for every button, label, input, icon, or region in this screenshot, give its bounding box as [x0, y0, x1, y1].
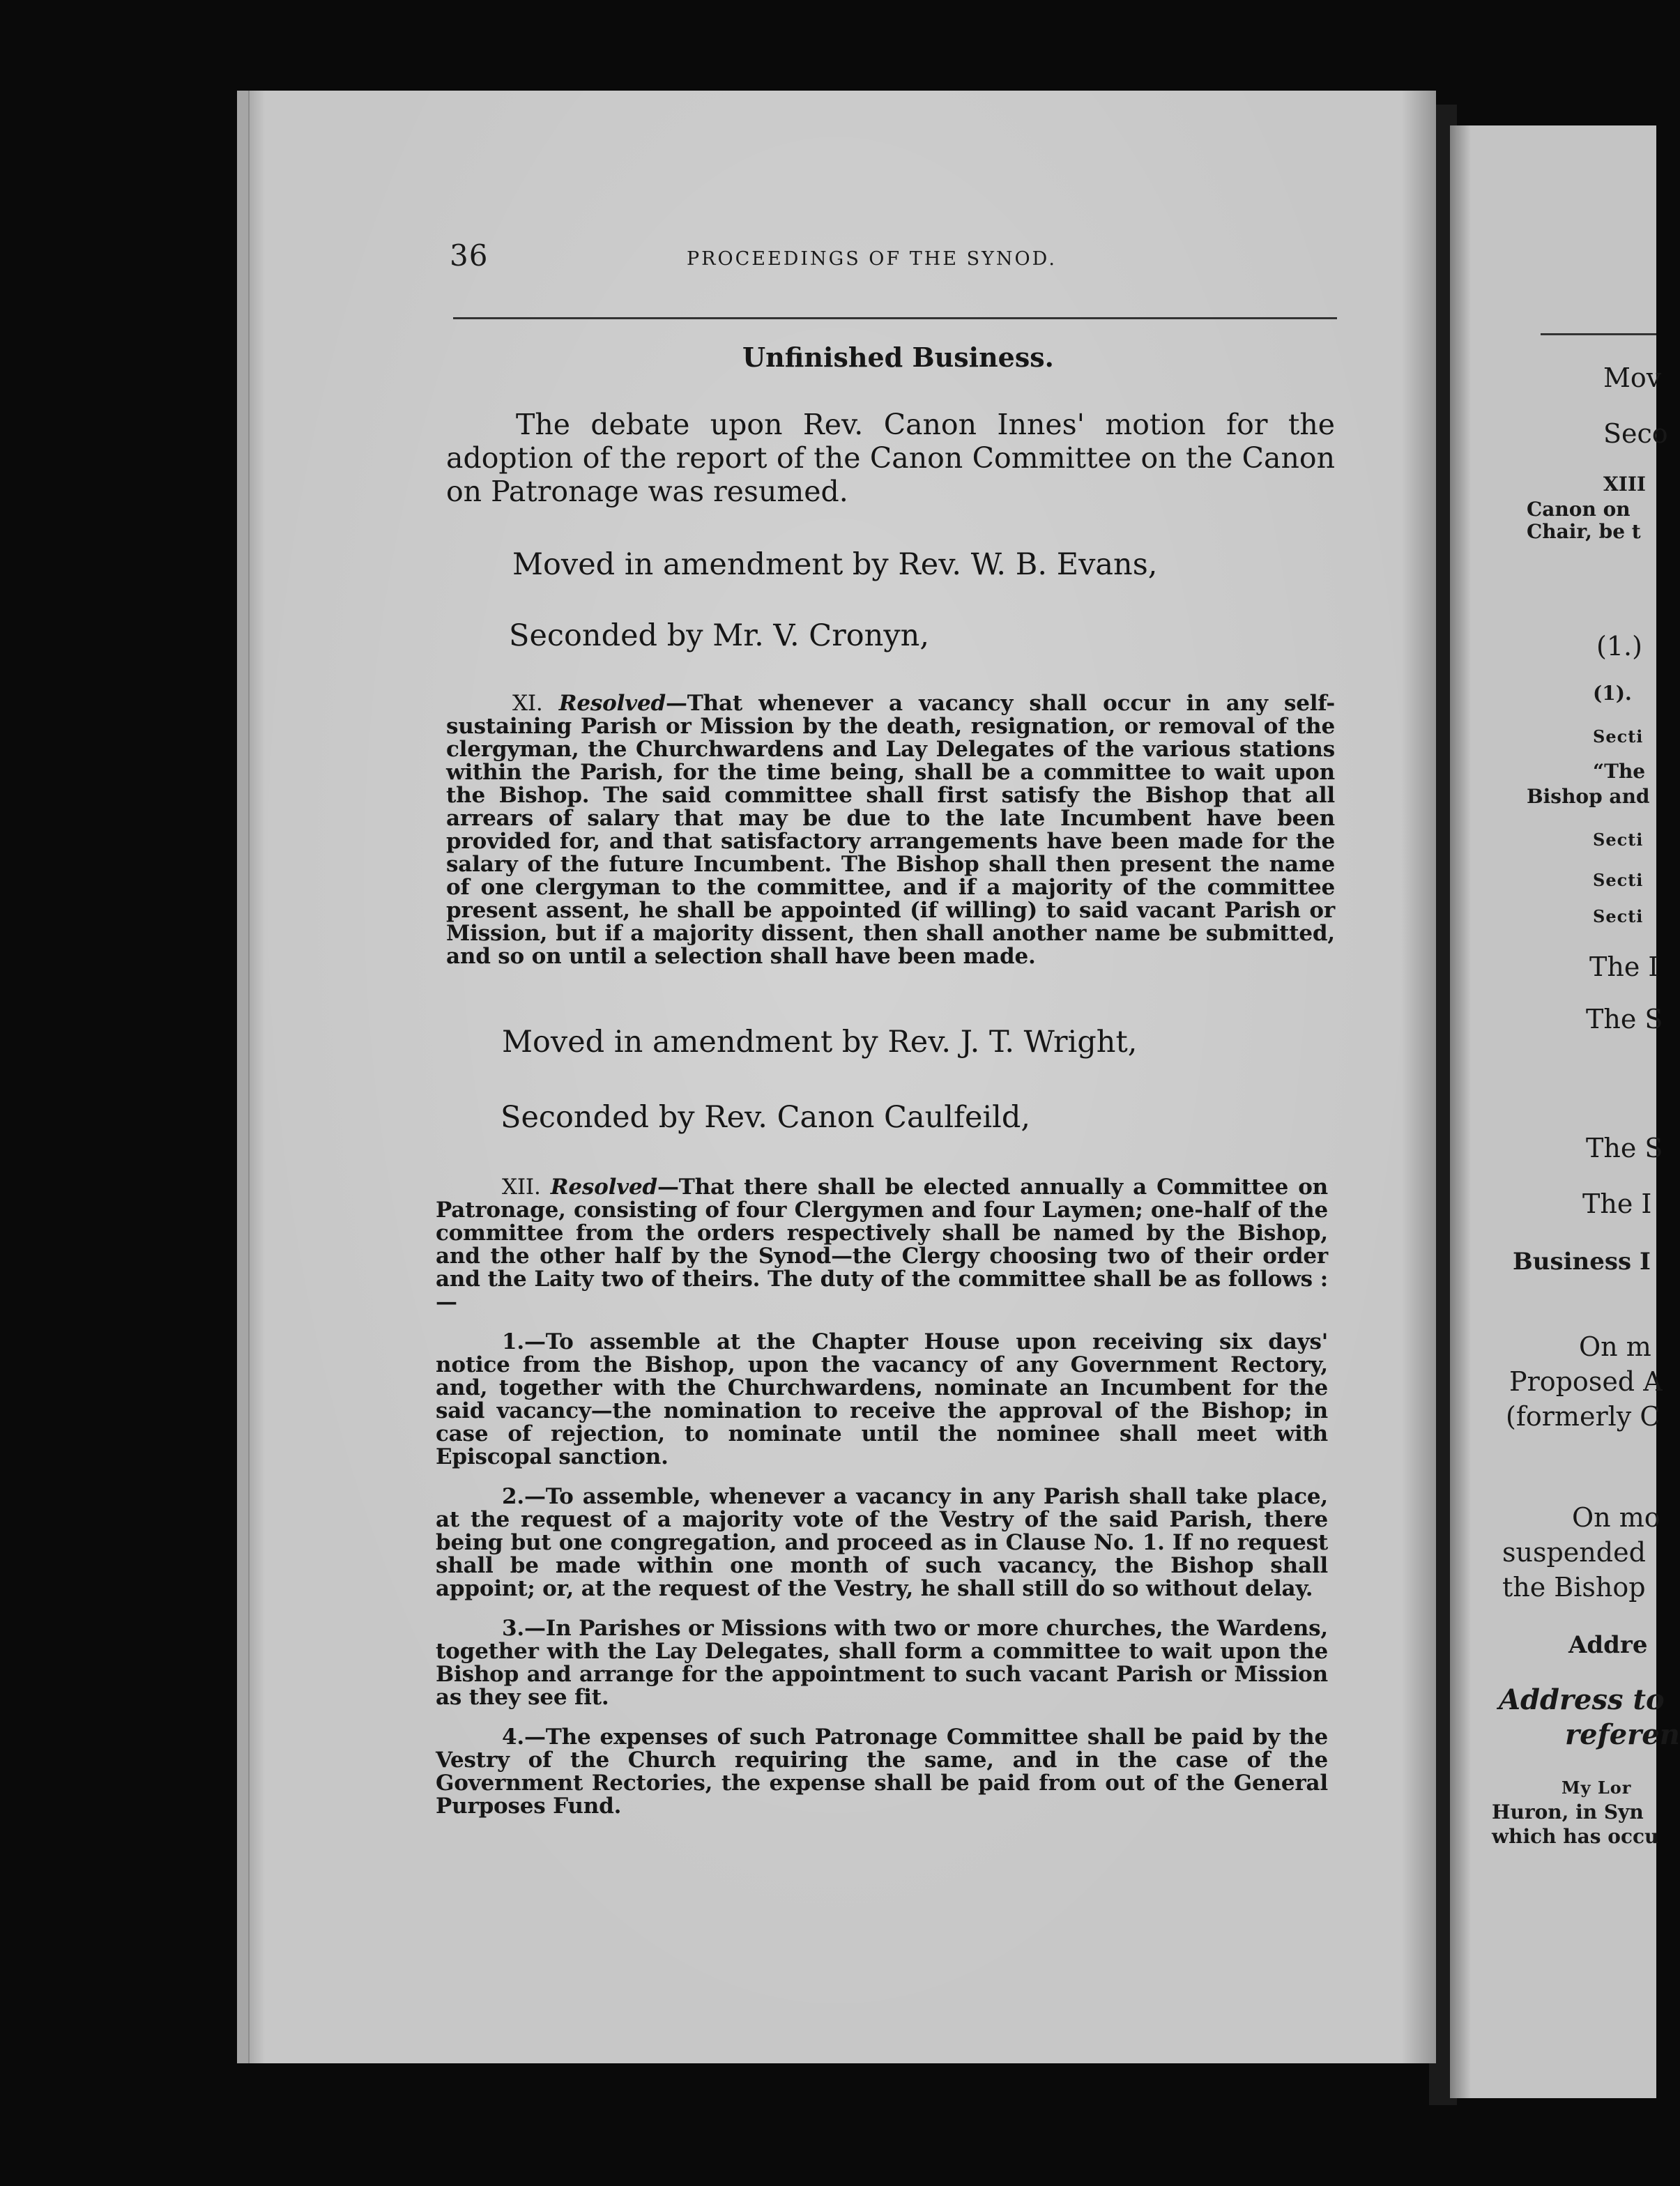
intro-paragraph: The debate upon Rev. Canon Innes' motion for the adoption of the report of the Canon Committee on the Canon on Patronage was resumed. [446, 408, 1335, 508]
amendment-1-moved: Moved in amendment by Rev. W. B. Evans, [512, 547, 1158, 582]
fragment: referen [1565, 1718, 1680, 1751]
fragment: Business I [1513, 1248, 1651, 1276]
fragment: The S [1586, 1004, 1663, 1034]
fragment: My Lor [1561, 1778, 1632, 1798]
resolution-xi [446, 692, 1335, 968]
fragment: which has occu [1492, 1825, 1659, 1848]
resolution-xii-text: —That there shall be elected annually a Committee on Patronage, consisting of four Clergymen and four Laymen; one-half of the committee from the orders respectively shall be named by the Bishop, and the other half by the Synod—the Clergy choosing two of their order and the Laity two of theirs. The duty of the committee shall be as follows :— [436, 1175, 1329, 1315]
fragment: the Bishop [1502, 1572, 1646, 1603]
fragment: Secti [1593, 870, 1644, 890]
fragment: Chair, be t [1527, 520, 1641, 543]
fragment: Canon on [1527, 498, 1631, 521]
fragment: Address to [1499, 1683, 1665, 1716]
fragment: (1.) [1596, 631, 1642, 662]
clause-2: 2.—To assemble, whenever a vacancy in any Parish shall take place, at the request of a majority vote of the Vestry of the said Parish, there being but one congregation, and proceed as in Clause No. 1. If no request shall be made within one month of such vacancy, the Bishop shall appoint; or, at the request of the Vestry, he shall still do so without delay. [436, 1484, 1328, 1601]
fragment: Secti [1593, 726, 1644, 747]
resolution-xi-resolved: Resolved [558, 691, 666, 716]
fragment: Mov [1603, 362, 1662, 393]
fragment: Huron, in Syn [1492, 1801, 1644, 1824]
fragment: The I [1589, 951, 1659, 982]
clause-1: 1.—To assemble at the Chapter House upon receiving six days' notice from the Bishop, upon the vacancy of any Government Rectory, and, together with the Churchwardens, nominate an Incumbent for the said vacancy—the nomination to receive the approval of the Bishop; in case of rejection, to nominate until the nominee shall meet with Episcopal sanction. [436, 1329, 1328, 1469]
fragment: (1). [1593, 682, 1632, 705]
amendment-1-seconded: Seconded by Mr. V. Cronyn, [509, 618, 929, 653]
clause-4: 4.—The expenses of such Patronage Committee shall be paid by the Vestry of the Church requiring the same, and in the case of the Government Rectories, the expense shall be paid from out of the General Purposes Fund. [436, 1725, 1328, 1819]
resolution-xii-intro [436, 1176, 1328, 1314]
adjacent-page-rule [1541, 333, 1656, 335]
resolution-xi-numeral: XI. [512, 691, 543, 716]
fragment: The S [1586, 1133, 1663, 1163]
clause-3: 3.—In Parishes or Missions with two or more churches, the Wardens, together with the Lay Delegates, shall form a committee to wait upon the Bishop and arrange for the appointment to such vacant Parish or Mission as they see fit. [436, 1616, 1328, 1710]
fragment: Addre [1568, 1631, 1648, 1659]
fragment: Proposed A [1509, 1366, 1663, 1397]
fragment: (formerly C [1506, 1401, 1660, 1432]
fragment: Secti [1593, 906, 1644, 926]
section-heading: Unfinished Business. [742, 342, 1054, 373]
amendment-2-moved: Moved in amendment by Rev. J. T. Wright, [502, 1025, 1138, 1060]
fragment: The I [1582, 1188, 1652, 1219]
page-number: 36 [450, 238, 489, 273]
resolution-xii-resolved: Resolved [550, 1175, 657, 1200]
fragment: Secti [1593, 830, 1644, 850]
fragment: Seco [1603, 418, 1668, 449]
resolution-xii-numeral: XII. [502, 1175, 541, 1200]
fragment: XIII [1603, 473, 1647, 496]
fragment: On mo [1572, 1502, 1660, 1533]
header-rule [453, 317, 1337, 319]
resolution-xii [436, 1176, 1328, 1818]
running-head: PROCEEDINGS OF THE SYNOD. [687, 248, 1057, 270]
fragment: “The [1593, 760, 1646, 783]
fragment: Bishop and [1527, 785, 1650, 808]
fragment: On m [1579, 1331, 1651, 1362]
resolution-xi-text: —That whenever a vacancy shall occur in any self-sustaining Parish or Mission by the death, resignation, or removal of the clergyman, the Churchwardens and Lay Delegates of the various stations within the Parish, for the time being, shall be a committee to wait upon the Bishop. The said committee shall first satisfy the Bishop that all arrears of salary that may be due to the late Incumbent have been provided for, and that satisfactory arrangements have been made for the salary of the future Incumbent. The Bishop shall then present the name of one clergyman to the committee, and if a majority of the committee present assent, he shall be appointed (if willing) to said vacant Parish or Mission, but if a majority dissent, then shall another name be submitted, and so on until a selection shall have been made. [446, 691, 1336, 969]
amendment-2-seconded: Seconded by Rev. Canon Caulfeild, [501, 1100, 1031, 1135]
fragment: suspended [1502, 1537, 1646, 1568]
